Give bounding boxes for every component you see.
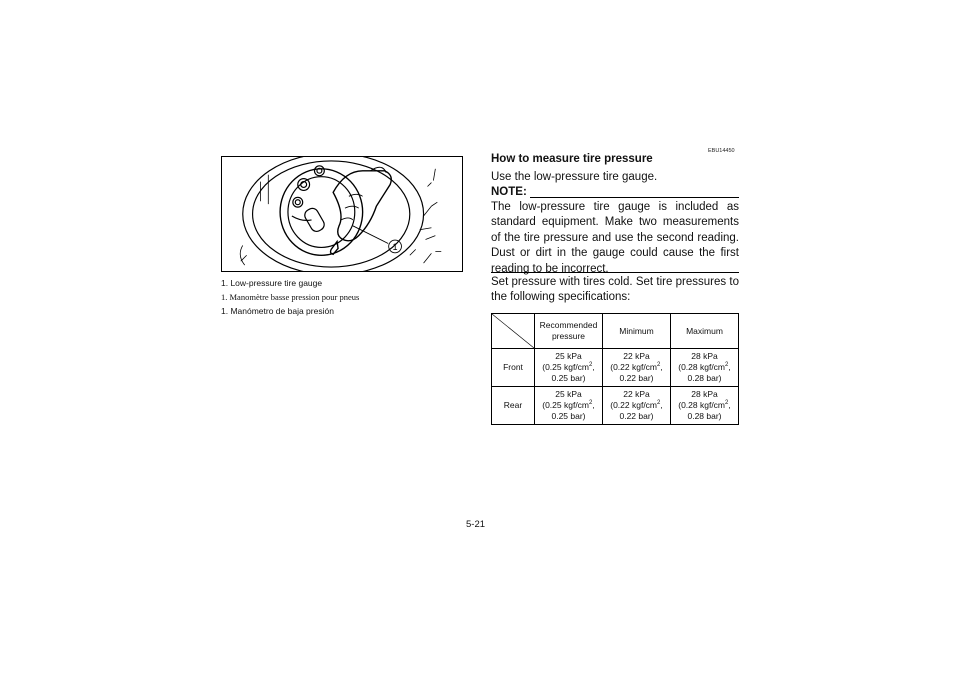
unit-exponent: 2 xyxy=(657,400,661,407)
row-label-front: Front xyxy=(492,349,535,387)
corner-diagonal xyxy=(492,314,534,348)
value-kpa: 25 kPa xyxy=(555,351,582,361)
value-sep: , xyxy=(660,362,663,372)
value-bar: 0.25 bar) xyxy=(551,373,586,383)
caption-spanish: 1. Manómetro de baja presión xyxy=(221,306,334,316)
table-row-front xyxy=(492,349,739,387)
unit-exponent: 2 xyxy=(725,400,729,407)
table-row-rear xyxy=(492,387,739,425)
front-recommended xyxy=(535,349,603,387)
tire-pressure-table xyxy=(491,313,739,425)
value-bar: 0.22 bar) xyxy=(619,373,654,383)
unit-exponent: 2 xyxy=(657,362,661,369)
unit-exponent: 2 xyxy=(589,362,593,369)
front-minimum xyxy=(603,349,671,387)
value-kpa: 25 kPa xyxy=(555,389,582,399)
value-kgf: (0.25 kgf/cm xyxy=(542,400,590,410)
tire-gauge-drawing xyxy=(222,157,462,271)
page-number: 5-21 xyxy=(466,519,486,530)
value-sep: , xyxy=(592,362,595,372)
figure-callout-number: 1 xyxy=(392,241,398,252)
pressure-instructions: Set pressure with tires cold. Set tire pressures to the following specifications: xyxy=(491,276,739,304)
section-code: EBU14450 xyxy=(708,148,735,154)
caption-english: 1. Low-pressure tire gauge xyxy=(221,278,323,288)
value-sep: , xyxy=(728,362,731,372)
header-maximum: Maximum xyxy=(671,314,739,349)
row-label-rear: Rear xyxy=(492,387,535,425)
value-kpa: 22 kPa xyxy=(623,351,650,361)
value-sep: , xyxy=(728,400,731,410)
unit-exponent: 2 xyxy=(725,362,729,369)
front-maximum xyxy=(671,349,739,387)
value-kgf: (0.25 kgf/cm xyxy=(542,362,590,372)
value-bar: 0.25 bar) xyxy=(551,411,586,421)
rear-recommended xyxy=(535,387,603,425)
note-header xyxy=(491,186,739,200)
unit-exponent: 2 xyxy=(589,400,593,407)
value-sep: , xyxy=(660,400,663,410)
section-heading: How to measure tire pressure xyxy=(491,153,653,165)
value-kpa: 28 kPa xyxy=(691,389,718,399)
value-kgf: (0.22 kgf/cm xyxy=(610,400,658,410)
header-minimum: Minimum xyxy=(603,314,671,349)
table-header-row xyxy=(492,314,739,349)
figure-captions xyxy=(221,276,471,318)
value-kpa: 28 kPa xyxy=(691,351,718,361)
rear-maximum xyxy=(671,387,739,425)
value-bar: 0.28 bar) xyxy=(687,373,722,383)
tire-gauge-illustration xyxy=(221,156,463,272)
value-sep: , xyxy=(592,400,595,410)
value-bar: 0.28 bar) xyxy=(687,411,722,421)
note-label: NOTE: xyxy=(491,186,530,198)
note-rule-bottom xyxy=(491,272,739,273)
header-recommended: Recommended pressure xyxy=(535,314,603,349)
value-kgf: (0.22 kgf/cm xyxy=(610,362,658,372)
caption-french: 1. Manomètre basse pression pour pneus xyxy=(221,292,360,302)
note-text: The low-pressure tire gauge is included as standard equipment. Make two measurements of the tire pressure and use the second reading. Dust or dirt in the gauge could cause the first reading to be incorrect. xyxy=(491,201,739,275)
value-bar: 0.22 bar) xyxy=(619,411,654,421)
value-kgf: (0.28 kgf/cm xyxy=(678,400,726,410)
value-kpa: 22 kPa xyxy=(623,389,650,399)
value-kgf: (0.28 kgf/cm xyxy=(678,362,726,372)
rear-minimum xyxy=(603,387,671,425)
table-corner-cell xyxy=(492,314,535,349)
section-intro: Use the low-pressure tire gauge. xyxy=(491,171,658,183)
